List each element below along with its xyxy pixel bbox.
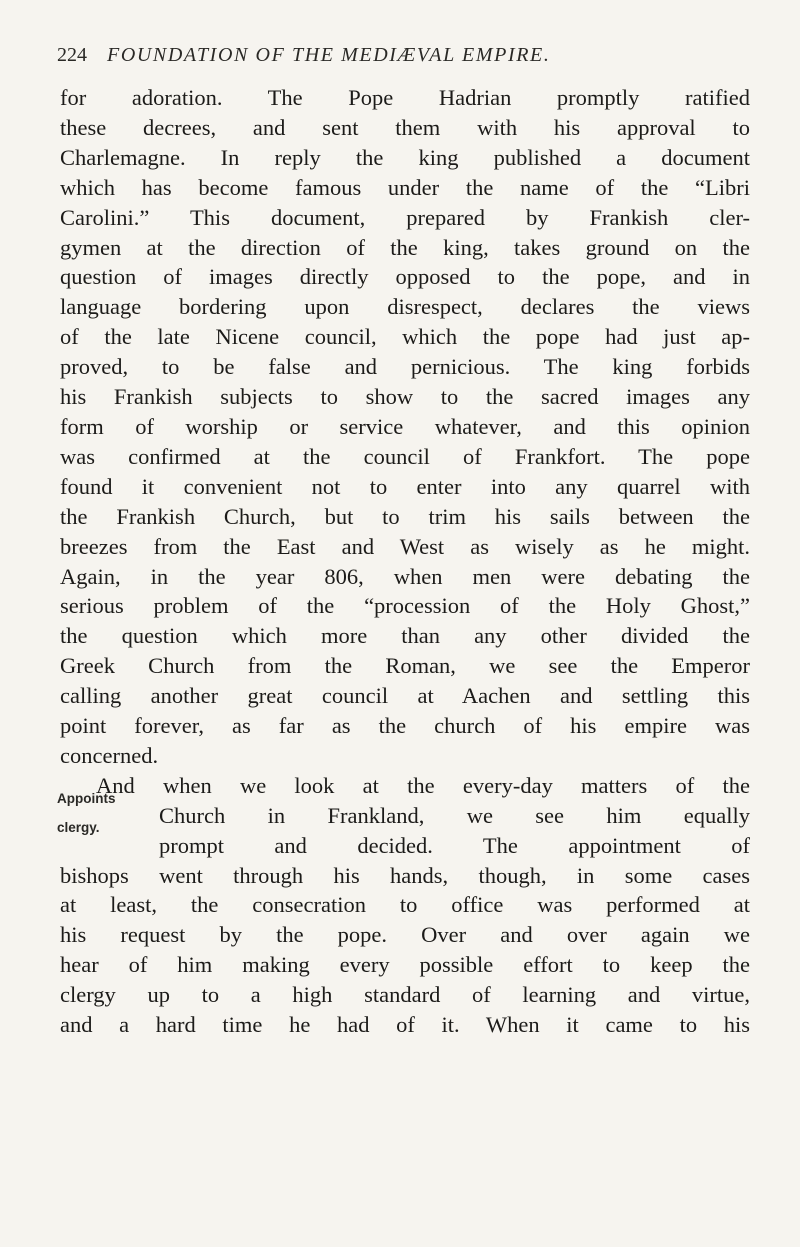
text-line: found it convenient not to enter into any quarrel with (60, 473, 750, 499)
text-line: point forever, as far as the church of his empire was (60, 713, 750, 739)
running-title: FOUNDATION OF THE MEDIÆVAL EMPIRE. (107, 44, 551, 66)
text-line: Charlemagne. In reply the king published a document (60, 144, 750, 170)
text-line: and a hard time he had of it. When it came to his (60, 1012, 750, 1038)
text-line: calling another great council at Aachen and settling this (60, 683, 750, 709)
text-line: the question which more than any other divided the (60, 623, 750, 649)
text-line: Greek Church from the Roman, we see the Emperor (60, 653, 750, 679)
paragraph-start-line: And when we look at the every-day matters of the (96, 772, 750, 798)
side-note-appoints: Appoints (57, 791, 116, 806)
text-line: Again, in the year 806, when men were debating the (60, 563, 750, 589)
text-line: breezes from the East and West as wisely as he might. (60, 533, 750, 559)
text-line: concerned. (60, 742, 159, 768)
page-number: 224 (57, 44, 87, 66)
text-line: of the late Nicene council, which the pope had just ap- (60, 324, 750, 350)
side-note-clergy: clergy. (57, 820, 100, 835)
text-line: the Frankish Church, but to trim his sails between the (60, 503, 750, 529)
text-line: for adoration. The Pope Hadrian promptly ratified (60, 85, 750, 110)
text-line: at least, the consecration to office was performed at (60, 892, 750, 918)
text-line: hear of him making every possible effort to keep the (60, 952, 750, 978)
text-line: Church in Frankland, we see him equally (159, 802, 750, 828)
running-head (57, 44, 757, 67)
text-line: these decrees, and sent them with his approval to (60, 114, 750, 140)
text-line: form of worship or service whatever, and this opinion (60, 413, 750, 439)
text-line: gymen at the direction of the king, takes ground on the (60, 234, 750, 260)
text-line: prompt and decided. The appointment of (159, 832, 750, 858)
text-line: bishops went through his hands, though, in some cases (60, 862, 750, 888)
text-line: his Frankish subjects to show to the sacred images any (60, 384, 750, 410)
text-line: question of images directly opposed to the pope, and in (60, 264, 750, 290)
text-line: proved, to be false and pernicious. The king forbids (60, 354, 750, 380)
page-body (60, 83, 750, 1040)
text-line: Carolini.” This document, prepared by Frankish cler- (60, 204, 750, 230)
text-line: serious problem of the “procession of the Holy Ghost,” (60, 593, 750, 619)
text-line: was confirmed at the council of Frankfort. The pope (60, 443, 750, 469)
text-line: language bordering upon disrespect, declares the views (60, 294, 750, 320)
text-line: which has become famous under the name of the “Libri (60, 174, 750, 200)
text-line: his request by the pope. Over and over again we (60, 922, 750, 948)
text-line: clergy up to a high standard of learning and virtue, (60, 982, 750, 1008)
